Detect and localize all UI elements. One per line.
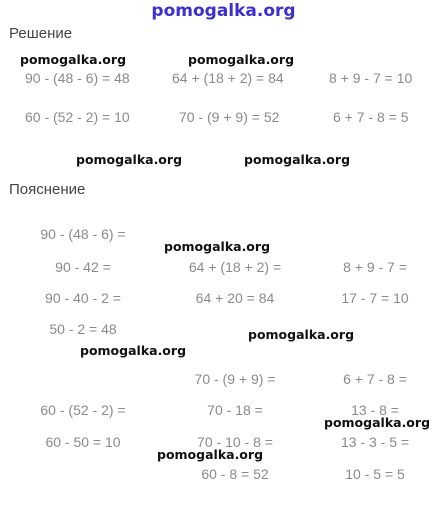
- explanation-step: 70 - 18 =: [207, 402, 263, 418]
- watermark: pomogalka.org: [248, 327, 355, 342]
- solution-equation: 70 - (9 + 9) = 52: [179, 109, 280, 125]
- explanation-step: 90 - 40 - 2 =: [45, 290, 121, 306]
- explanation-step: 6 + 7 - 8 =: [343, 371, 407, 387]
- explanation-step: 64 + (18 + 2) =: [188, 259, 282, 275]
- explanation-step: 13 - 3 - 5 =: [340, 434, 410, 450]
- explanation-step: 13 - 8 =: [351, 402, 399, 418]
- watermark: pomogalka.org: [244, 152, 351, 167]
- watermark: pomogalka.org: [188, 52, 295, 67]
- solution-equation: 8 + 9 - 7 = 10: [329, 70, 413, 86]
- explanation-step: 60 - 50 = 10: [45, 434, 121, 450]
- solution-equation: 64 + (18 + 2) = 84: [172, 70, 284, 86]
- explanation-step: 60 - 8 = 52: [201, 466, 269, 482]
- watermark: pomogalka.org: [76, 152, 183, 167]
- watermark: pomogalka.org: [80, 343, 187, 358]
- explanation-heading: Пояснение: [9, 181, 86, 198]
- watermark: pomogalka.org: [164, 239, 271, 254]
- explanation-step: 50 - 2 = 48: [49, 321, 117, 337]
- watermark: pomogalka.org: [324, 415, 431, 430]
- explanation-step: 64 + 20 = 84: [195, 290, 275, 306]
- solution-equation: 6 + 7 - 8 = 5: [333, 109, 409, 125]
- solution-heading: Решение: [9, 25, 73, 42]
- watermark: pomogalka.org: [157, 447, 264, 462]
- explanation-step: 70 - (9 + 9) =: [194, 371, 276, 387]
- solution-equation: 90 - (48 - 6) = 48: [25, 70, 130, 86]
- solution-equation: 60 - (52 - 2) = 10: [25, 109, 130, 125]
- explanation-step: 17 - 7 = 10: [341, 290, 409, 306]
- explanation-step: 70 - 10 - 8 =: [197, 434, 273, 450]
- watermark: pomogalka.org: [20, 52, 127, 67]
- explanation-step: 90 - (48 - 6) =: [40, 226, 126, 242]
- explanation-step: 8 + 9 - 7 =: [343, 259, 407, 275]
- explanation-step: 90 - 42 =: [55, 259, 111, 275]
- site-title[interactable]: pomogalka.org: [151, 1, 296, 21]
- explanation-step: 10 - 5 = 5: [345, 466, 405, 482]
- explanation-step: 60 - (52 - 2) =: [40, 402, 126, 418]
